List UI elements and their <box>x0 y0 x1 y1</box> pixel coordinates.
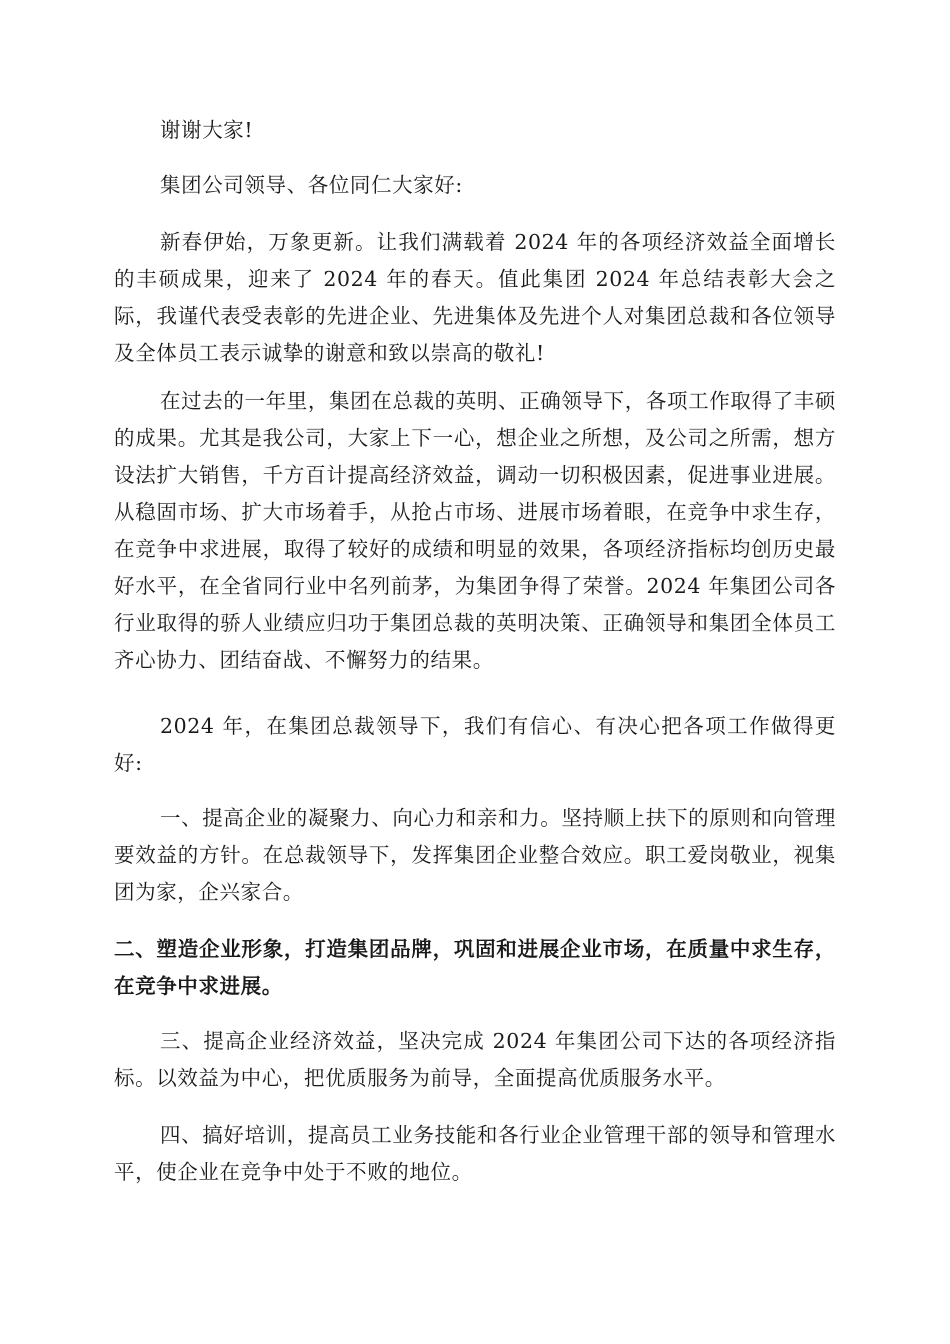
closing-thanks: 谢谢大家! <box>160 118 254 142</box>
goal-item-3: 三、提高企业经济效益，坚决完成 2024 年集团公司下达的各项经济指标。以效益为中心，把优质服务为前导，全面提高优质服务水平。 <box>114 1029 836 1090</box>
goal-item-2: 二、塑造企业形象，打造集团品牌，巩固和进展企业市场，在质量中求生存，在竞争中求进展。 <box>114 937 836 998</box>
goal-item-4: 四、搞好培训，提高员工业务技能和各行业企业管理干部的领导和管理水平，使企业在竞争中处于不败的地位。 <box>114 1123 836 1184</box>
paragraph-opening: 新春伊始，万象更新。让我们满载着 2024 年的各项经济效益全面增长的丰硕成果，迎来了 2024 年的春天。值此集团 2024 年总结表彰大会之际，我谨代表受表彰的先进企业、先进集体及先进个人对集团总裁和各位领导及全体员工表示诚挚的谢意和致以崇高的敬礼! <box>114 230 836 365</box>
paragraph-outlook: 2024 年，在集团总裁领导下，我们有信心、有决心把各项工作做得更好: <box>114 714 836 775</box>
goal-item-1: 一、提高企业的凝聚力、向心力和亲和力。坚持顺上扶下的原则和向管理要效益的方针。在总裁领导下，发挥集团企业整合效应。职工爱岗敬业，视集团为家，企兴家合。 <box>114 806 836 904</box>
salutation: 集团公司领导、各位同仁大家好: <box>160 173 463 197</box>
paragraph-review: 在过去的一年里，集团在总裁的英明、正确领导下，各项工作取得了丰硕的成果。尤其是我公司，大家上下一心，想企业之所想，及公司之所需，想方设法扩大销售，千方百计提高经济效益，调动一切积极因素，促进事业进展。从稳固市场、扩大市场着手，从抢占市场、进展市场着眼，在竞争中求生存，在竞争中求进展，取得了较好的成绩和明显的效果，各项经济指标均创历史最好水平，在全省同行业中名列前茅，为集团争得了荣誉。2024 年集团公司各行业取得的骄人业绩应归功于集团总裁的英明决策、正确领导和集团全体员工齐心协力、团结奋战、不懈努力的结果。 <box>114 389 836 672</box>
